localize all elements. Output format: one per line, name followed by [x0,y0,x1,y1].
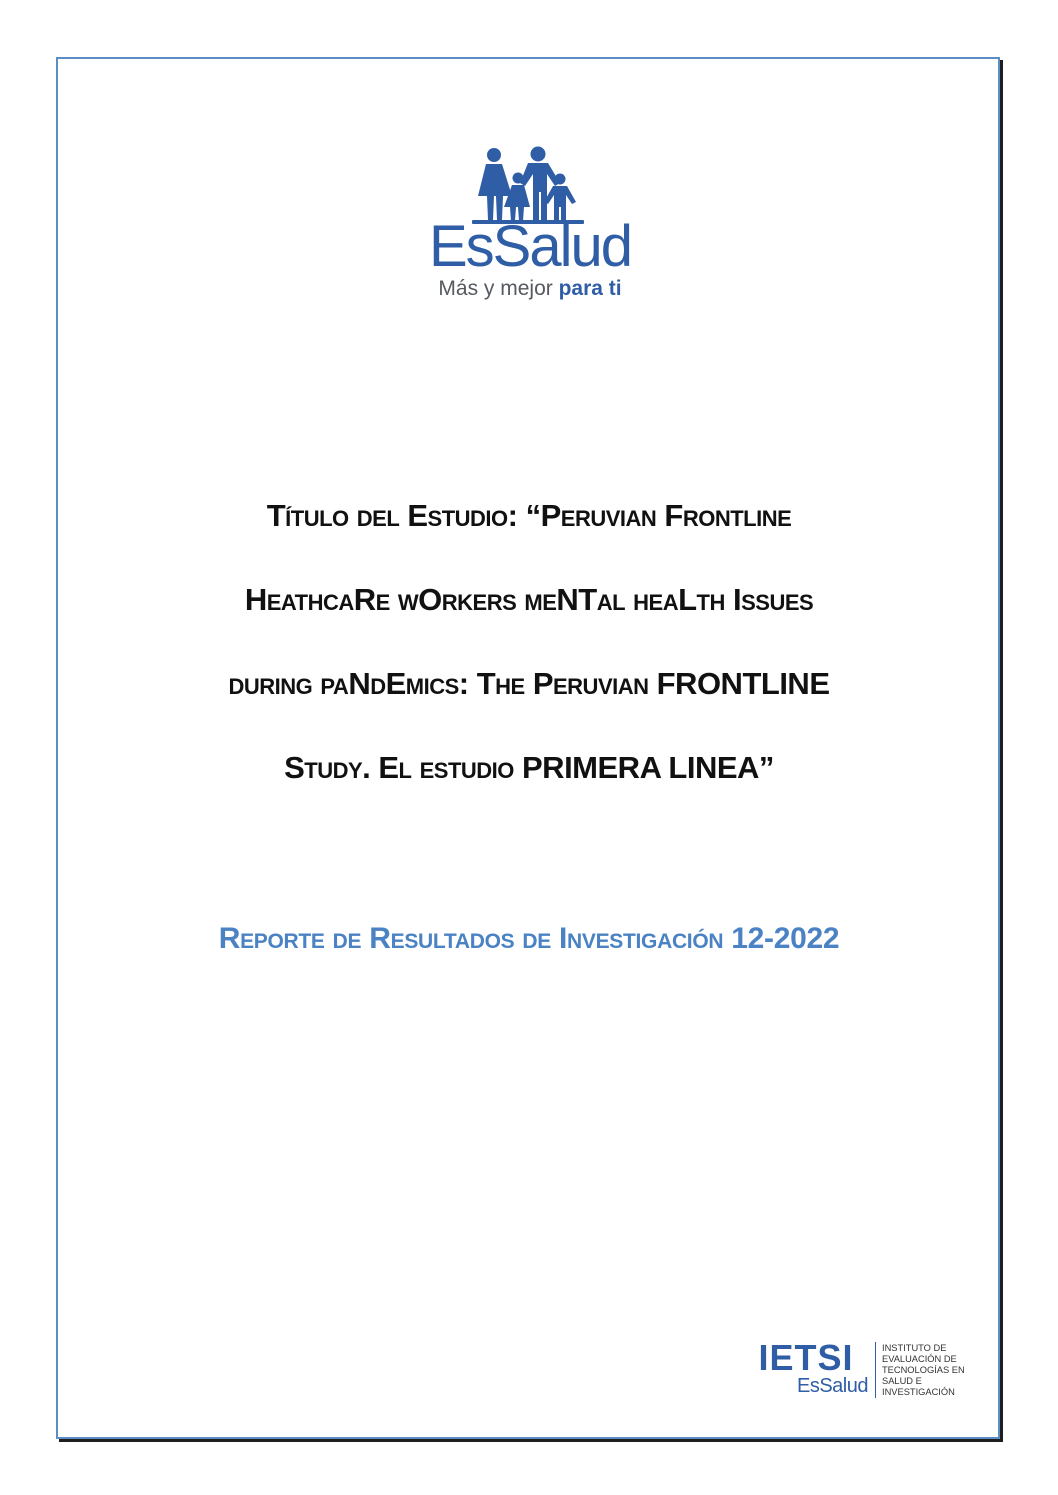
essalud-tagline [420,278,640,299]
ietsi-logo [744,1337,974,1404]
ietsi-divider [875,1342,876,1398]
title-line-3 [86,668,972,752]
title-line-4-text: Study. El estudio [284,750,522,785]
title-line-2 [86,584,972,668]
title-line-4 [86,752,972,836]
family-figures-icon [472,146,584,224]
title-line-1 [86,500,972,584]
ietsi-essalud-label: EsSalud [797,1375,868,1397]
title-primera-linea-word: PRIMERA LINEA” [522,750,774,785]
title-frontline-word: FRONTLINE [656,666,830,701]
title-line-1-text: Título del Estudio: “Peruvian Frontline [266,498,792,533]
essalud-logo [420,140,640,310]
ietsi-wordmark: IETSI [758,1337,854,1378]
ietsi-description: INSTITUTO DE EVALUACIÓN DE TECNOLOGÍAS EN SALUD E INVESTIGACIÓN [882,1343,965,1397]
study-title [86,500,972,836]
title-line-2-text: HeathcaRe wOrkers meNTal heaLth Issues [244,582,814,617]
essalud-wordmark: EsSalud [428,214,632,279]
tagline-bold: para ti [558,277,622,300]
report-subtitle: Reporte de Resultados de Investigación 12-2022 [218,922,840,955]
title-line-3-text: during paNdEmics: The Peruvian [228,666,657,701]
tagline-regular: Más y mejor [438,277,559,300]
